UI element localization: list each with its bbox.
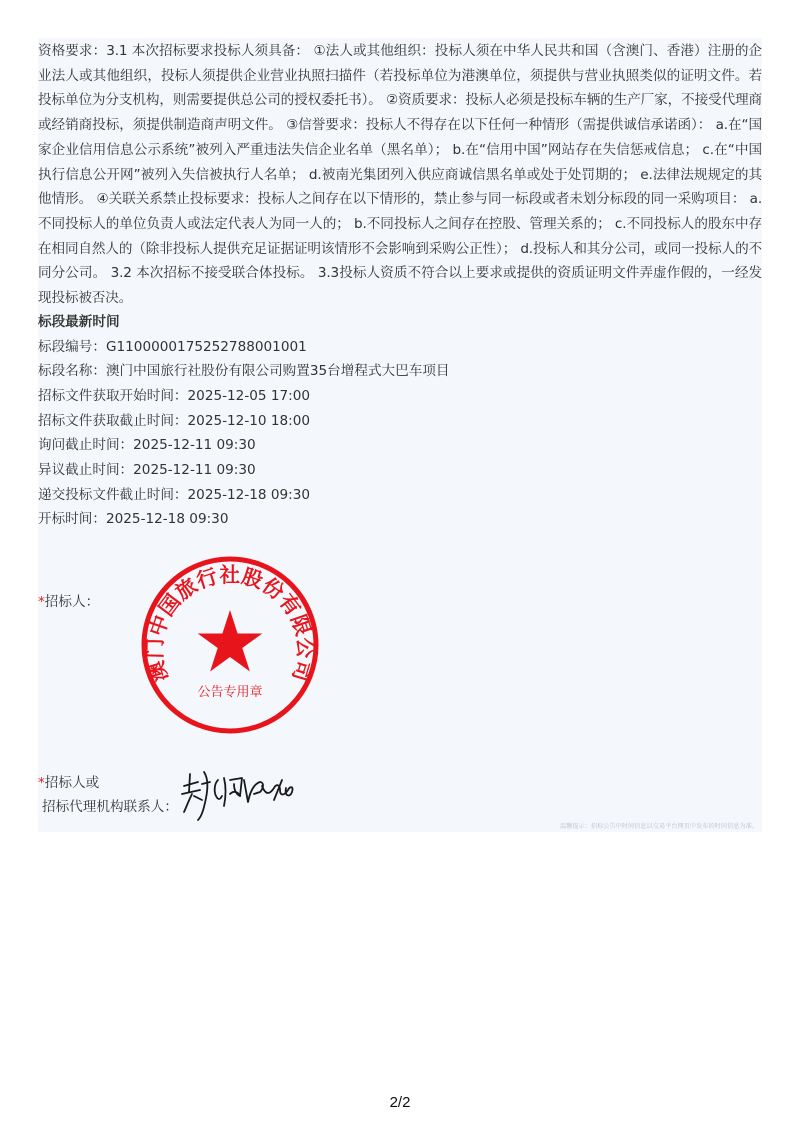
handwritten-signature-icon xyxy=(178,766,303,824)
field-label: 标段名称： xyxy=(38,363,106,379)
field-bid-submission-deadline xyxy=(38,483,310,508)
field-bid-section-name xyxy=(38,359,450,384)
field-value: G1100000175252788001001 xyxy=(105,339,307,355)
field-doc-acquire-end xyxy=(38,409,310,434)
field-value: 2025-12-18 09:30 xyxy=(105,511,229,527)
section-title: 标段最新时间 xyxy=(38,314,120,330)
field-inquiry-deadline xyxy=(38,433,256,458)
field-label: 招标文件获取开始时间： xyxy=(38,388,188,404)
field-label: 递交投标文件截止时间： xyxy=(38,487,188,503)
field-label: 询问截止时间： xyxy=(38,437,134,453)
field-value: 2025-12-11 09:30 xyxy=(133,462,256,478)
qualification-requirements: 资格要求：3.1 本次招标要求投标人须具备： ①法人或其他组织：投标人须在中华人民共和国（含澳门、香港）注册的企业法人或其他组织，投标人须提供企业营业执照扫描件（若投标单位为港澳单位，须提供与营业执照类似的证明文件。若投标单位为分支机构，则需要提供总公司的授权委托书）。 ②资质要求：投标人必须是投标车辆的生产厂家，不接受代理商或经销商投标，须提供制造商声明文件。 ③信誉要求：投标人不得存在以下任何一种情形（需提供诚信承诺函）： a.在“国家企业信用信息公示系统”被列入严重违法失信企业名单（黑名单）； b.在“信用中国”网站存在失信惩戒信息； c.在“中国执行信息公开网”被列入失信被执行人名单； d.被南光集团列入供应商诚信黑名单或处于处罚期的； e.法律法规规定的其他情形。 ④关联关系禁止投标要求：投标人之间存在以下情形的，禁止参与同一标段或者未划分标段的同一采购项目： a.不同投标人的单位负责人或法定代表人为同一人的； b.不同投标人之间存在控股、管理关系的； c.不同投标人的股东中存在相同自然人的（除非投标人提供充足证据证明该情形不会影响到采购公正性）； d.投标人和其分公司，或同一投标人的不同分公司。 3.2 本次招标不接受联合体投标。 3.3投标人资质不符合以上要求或提供的资质证明文件弄虚作假的，一经发现投标被否决。 xyxy=(38,43,762,307)
stamp-center-text: 公告专用章 xyxy=(197,685,263,700)
field-value: 2025-12-10 18:00 xyxy=(187,413,311,429)
field-doc-acquire-start xyxy=(38,384,310,409)
contact-label: *招标人或 xyxy=(38,775,100,791)
official-seal-icon xyxy=(139,554,321,736)
stamp-ring-text: 澳门中国旅行社股份有限公司 xyxy=(142,562,318,685)
field-label: 开标时间： xyxy=(38,511,106,527)
field-bid-opening-time xyxy=(38,507,228,532)
required-mark: * xyxy=(38,775,45,791)
field-label: 标段编号： xyxy=(38,339,106,355)
field-label: 异议截止时间： xyxy=(38,462,134,478)
tenderer-label: *招标人： xyxy=(38,594,100,610)
field-value: 澳门中国旅行社股份有限公司购置35台增程式大巴车项目 xyxy=(105,363,450,379)
field-label: 招标文件获取截止时间： xyxy=(38,413,188,429)
field-value: 2025-12-11 09:30 xyxy=(133,437,256,453)
contact-label-line2: 招标代理机构联系人： xyxy=(42,799,178,815)
field-bid-section-number xyxy=(38,335,307,360)
field-value: 2025-12-05 17:00 xyxy=(187,388,311,404)
notice-text: 温馨提示：招标公告中时间信息以交易平台网页中发布的时间信息为准。 xyxy=(560,823,758,830)
announcement-panel xyxy=(38,38,762,832)
required-mark: * xyxy=(38,594,45,610)
field-objection-deadline xyxy=(38,458,256,483)
page-number: 2/2 xyxy=(389,1094,411,1111)
field-value: 2025-12-18 09:30 xyxy=(187,487,311,503)
star-icon xyxy=(198,610,263,672)
